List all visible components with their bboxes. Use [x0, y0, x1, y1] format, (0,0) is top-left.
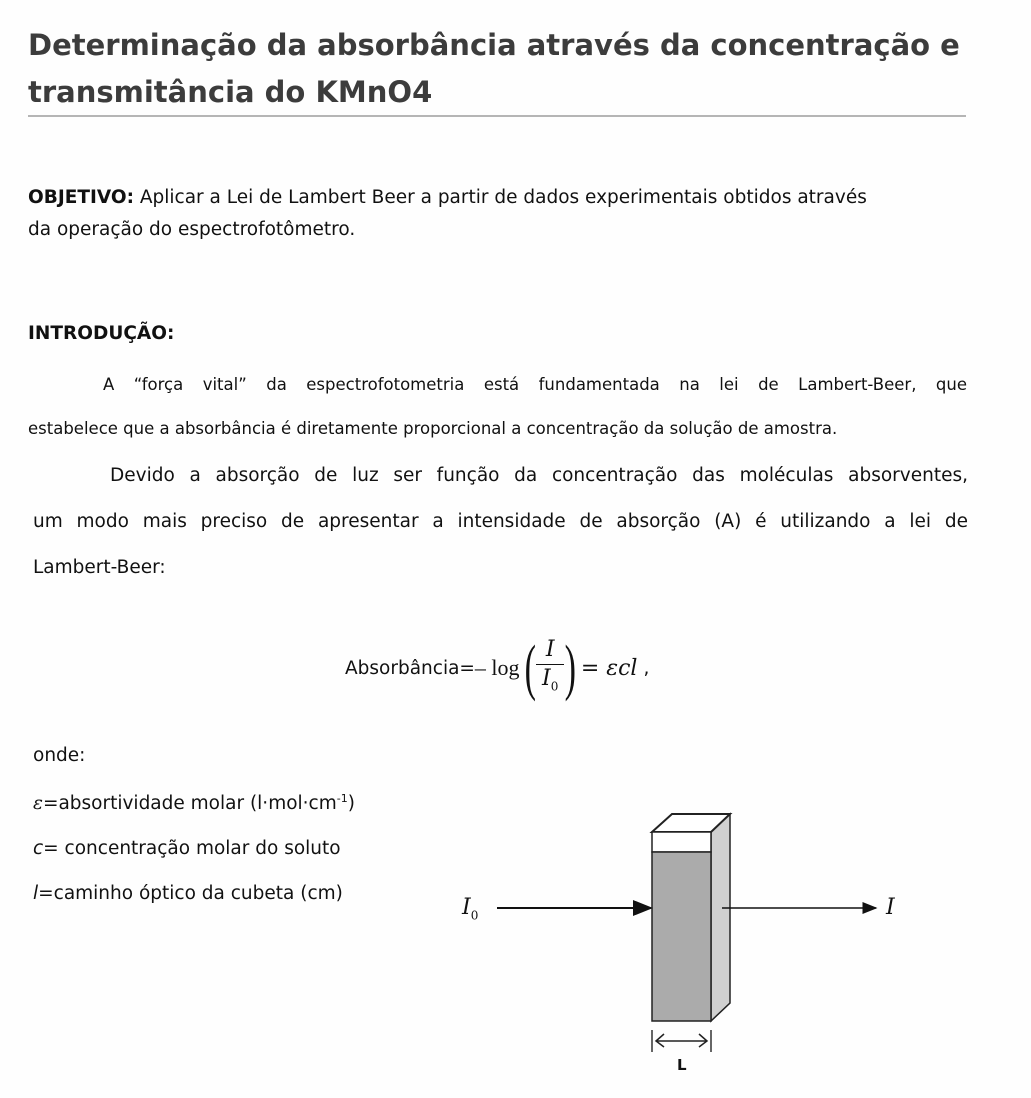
formula-minus-log: – log	[474, 655, 520, 680]
intro-p1-line2: estabelece que a absorbância é diretamente proporcional a concentração da solução de amostra.	[28, 419, 838, 438]
intro-p1-line1: A “força vital” da espectrofotometria está fundamentada na lei de Lambert-Beer, que	[103, 375, 967, 394]
intro-heading: INTRODUÇÃO:	[28, 323, 175, 344]
path-length-arrow	[656, 1034, 707, 1047]
definition-epsilon: ε=absortividade molar $(l\cdot mol\cdot cm^{-1})$	[33, 792, 355, 815]
formula-rhs: = εcl	[580, 655, 638, 681]
right-paren: )	[564, 634, 577, 702]
denominator-subscript: 0	[550, 679, 559, 694]
objective-line-2: da operação do espectrofotômetro.	[28, 219, 356, 240]
intro-p2-line2: um modo mais preciso de apresentar a intensidade de absorção (A) é utilizando a lei de	[33, 511, 968, 532]
intro-p2-line3: Lambert-Beer:	[33, 557, 166, 578]
formula-label: Absorbância=	[345, 657, 475, 679]
definition-l: l=caminho óptico da cubeta (cm)	[33, 883, 343, 904]
cuvette-empty-space	[652, 832, 711, 852]
left-paren: (	[524, 634, 536, 702]
intro-p2-line1: Devido a absorção de luz ser função da concentração das moléculas absorventes,	[110, 465, 968, 486]
incident-intensity-label: $I_0$	[462, 895, 479, 923]
cuvette-side	[711, 814, 730, 1021]
objective-text: Aplicar a Lei de Lambert Beer a partir de dados experimentais obtidos através	[133, 187, 867, 208]
definition-c: c= concentração molar do soluto	[33, 838, 341, 859]
fraction-denominator: I	[542, 666, 551, 692]
path-length-label: L	[677, 1056, 687, 1074]
cuvette-solution	[652, 852, 711, 1021]
objective-label: OBJETIVO:	[28, 187, 134, 208]
page-title: Determinação da absorbância através da concentração e transmitância do KMnO4	[28, 28, 960, 109]
definitions-intro: onde:	[33, 745, 86, 766]
formula-comma: ,	[643, 657, 650, 679]
fraction-numerator: I	[545, 636, 555, 662]
transmitted-intensity-label: I	[886, 895, 895, 920]
